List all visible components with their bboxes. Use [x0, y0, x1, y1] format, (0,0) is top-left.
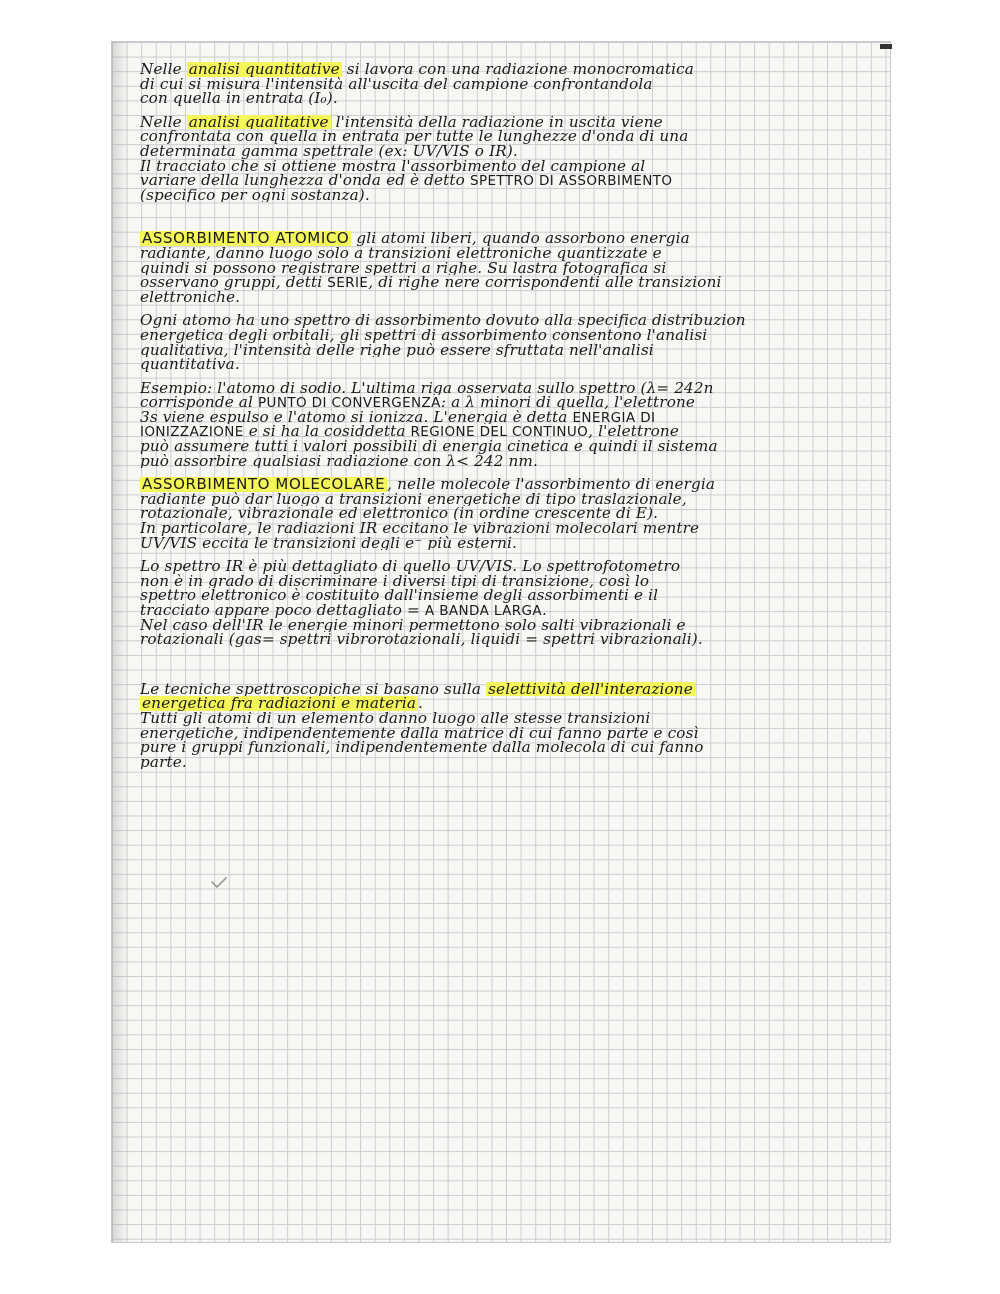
text-segment: con quella in entrata (I₀).	[140, 91, 338, 106]
text-line	[140, 740, 885, 755]
text-line	[140, 696, 885, 711]
text-line	[140, 159, 885, 174]
capitalized-term: A BANDA LARGA	[424, 603, 543, 618]
text-segment: rotazionale, vibrazionale ed elettronico (in ordine crescente di E).	[140, 506, 659, 522]
text-segment: 3s viene espulso e l'atomo si ionizza. L'energia è detta	[140, 409, 573, 425]
text-segment: osservano gruppi, detti	[140, 275, 328, 290]
text-line	[140, 275, 885, 290]
page-corner-mark	[880, 44, 892, 49]
text-segment: si lavora con una radiazione monocromatica	[341, 62, 694, 77]
text-segment: parte.	[140, 754, 187, 770]
text-line	[140, 261, 885, 276]
text-segment: energetica degli orbitali, gli spettri di assorbimento consentono l'analisi	[140, 327, 708, 343]
text-line	[140, 439, 885, 454]
text-line	[140, 726, 885, 741]
text-segment: gli atomi liberi, quando assorbono energia	[351, 231, 690, 246]
text-segment: variare della lunghezza d'onda ed è detto	[140, 173, 470, 188]
text-line	[140, 588, 885, 603]
text-line	[140, 477, 885, 492]
text-segment: UV/VIS eccita le transizioni degli e⁻ più esterni.	[140, 535, 518, 551]
capitalized-term: ENERGIA DI	[572, 409, 656, 425]
text-line	[140, 424, 885, 439]
capitalized-term: SPETTRO DI ASSORBIMENTO	[469, 173, 673, 188]
text-segment: non è in grado di discriminare i diversi tipi di transizione, così lo	[140, 573, 650, 589]
text-line	[140, 173, 885, 188]
text-line	[140, 755, 885, 770]
text-line	[140, 313, 885, 328]
highlighted-text: energetica fra radiazioni e materia	[142, 696, 417, 711]
text-segment: e si ha la cosiddetta	[243, 424, 411, 440]
text-line	[140, 711, 885, 726]
text-line	[140, 381, 885, 396]
paragraph	[140, 313, 885, 371]
text-segment: spettro elettronico è costituito dall'insieme degli assorbimenti e il	[140, 588, 659, 603]
text-segment: , di righe nere corrispondenti alle transizioni	[368, 275, 722, 290]
page-binding-shadow	[112, 42, 128, 1242]
paragraph	[140, 477, 885, 550]
text-line	[140, 129, 885, 144]
text-line	[140, 91, 885, 106]
text-segment: radiante può dar luogo a transizioni energetiche di tipo traslazionale,	[140, 491, 687, 507]
text-segment: Lo spettro IR è più dettagliato di quello UV/VIS. Lo spettrofotometro	[140, 559, 681, 574]
text-segment: Il tracciato che si ottiene mostra l'assorbimento del campione al	[140, 158, 646, 174]
text-line	[140, 77, 885, 92]
capitalized-term: IONIZZAZIONE	[140, 424, 244, 440]
text-line	[140, 506, 885, 521]
text-line	[140, 115, 885, 130]
text-segment: corrisponde al	[140, 395, 258, 410]
text-segment: tracciato appare poco dettagliato =	[140, 603, 425, 618]
paragraph-gap	[140, 211, 885, 231]
paragraph	[140, 381, 885, 469]
paragraph	[140, 62, 885, 106]
text-segment: Ogni atomo ha uno spettro di assorbimento dovuto alla specifica distribuzion	[140, 313, 746, 328]
text-segment: radiante, danno luogo solo a transizioni elettroniche quantizzate e	[140, 245, 662, 261]
text-segment: (specifico per ogni sostanza).	[140, 187, 370, 203]
handwritten-notes	[140, 62, 885, 778]
text-segment: In particolare, le radiazioni IR eccitano le vibrazioni molecolari mentre	[140, 521, 700, 536]
text-line	[140, 454, 885, 469]
text-segment: : a λ minori di quella, l'elettrone	[440, 395, 696, 410]
text-segment: , l'elettrone	[588, 424, 680, 440]
text-line	[140, 246, 885, 261]
text-segment: di cui si misura l'intensità all'uscita del campione confrontandola	[140, 76, 653, 92]
text-line	[140, 521, 885, 536]
paragraph	[140, 115, 885, 203]
text-line	[140, 682, 885, 697]
text-segment: Nelle	[140, 114, 187, 130]
highlighted-text: analisi quantitative	[188, 62, 340, 77]
capitalized-term: SERIE	[327, 275, 369, 290]
capitalized-term: REGIONE DEL CONTINUO	[410, 424, 589, 440]
text-segment: , nelle molecole l'assorbimento di energia	[387, 477, 716, 492]
text-line	[140, 231, 885, 246]
paragraph	[140, 682, 885, 770]
text-segment: Nel caso dell'IR le energie minori permettono solo salti vibrazionali e	[140, 617, 686, 633]
text-segment: confrontata con quella in entrata per tutte le lunghezze d'onda di una	[140, 129, 689, 144]
text-line	[140, 188, 885, 203]
text-line	[140, 559, 885, 574]
paragraph	[140, 231, 885, 304]
text-segment: quantitativa.	[140, 357, 240, 372]
check-icon	[210, 876, 228, 890]
text-segment: Le tecniche spettroscopiche si basano sulla	[140, 681, 487, 697]
text-segment: determinata gamma spettrale (ex: UV/VIS o IR).	[140, 143, 518, 159]
section-heading: ASSORBIMENTO MOLECOLARE	[142, 477, 386, 492]
text-line	[140, 290, 885, 305]
text-line	[140, 144, 885, 159]
text-segment: quindi si possono registrare spettri a righe. Su lastra fotografica si	[140, 260, 667, 276]
text-segment: pure i gruppi funzionali, indipendentemente dalla molecola di cui fanno	[140, 740, 704, 755]
text-segment: l'intensità della radiazione in uscita viene	[330, 114, 663, 130]
text-line	[140, 574, 885, 589]
text-segment: elettroniche.	[140, 289, 241, 305]
text-line	[140, 62, 885, 77]
text-line	[140, 395, 885, 410]
section-heading: ASSORBIMENTO ATOMICO	[142, 231, 350, 246]
text-segment: rotazionali (gas= spettri vibrorotazionali, liquidi = spettri vibrazionali).	[140, 632, 703, 647]
text-segment: qualitativa, l'intensità delle righe può essere sfruttata nell'analisi	[140, 342, 654, 358]
paragraph	[140, 559, 885, 647]
paragraph-gap	[140, 656, 885, 682]
highlighted-text: selettività dell'interazione	[488, 681, 693, 697]
text-segment: .	[542, 603, 548, 618]
text-line	[140, 328, 885, 343]
text-line	[140, 536, 885, 551]
highlighted-text: analisi qualitative	[188, 114, 329, 130]
text-segment: può assorbire qualsiasi radiazione con λ< 242 nm.	[140, 453, 538, 469]
text-segment: .	[418, 696, 424, 711]
text-segment: Tutti gli atomi di un elemento danno luogo alle stesse transizioni	[140, 710, 651, 726]
text-segment: energetiche, indipendentemente dalla matrice di cui fanno parte e così	[140, 725, 699, 741]
text-line	[140, 343, 885, 358]
text-line	[140, 603, 885, 618]
text-segment: può assumere tutti i valori possibili di energia cinetica e quindi il sistema	[140, 439, 718, 454]
text-segment: Nelle	[140, 62, 187, 77]
text-segment: Esempio: l'atomo di sodio. L'ultima riga osservata sullo spettro (λ= 242n	[140, 380, 714, 396]
capitalized-term: PUNTO DI CONVERGENZA	[258, 395, 441, 410]
text-line	[140, 357, 885, 372]
text-line	[140, 632, 885, 647]
text-line	[140, 410, 885, 425]
text-line	[140, 492, 885, 507]
text-line	[140, 618, 885, 633]
